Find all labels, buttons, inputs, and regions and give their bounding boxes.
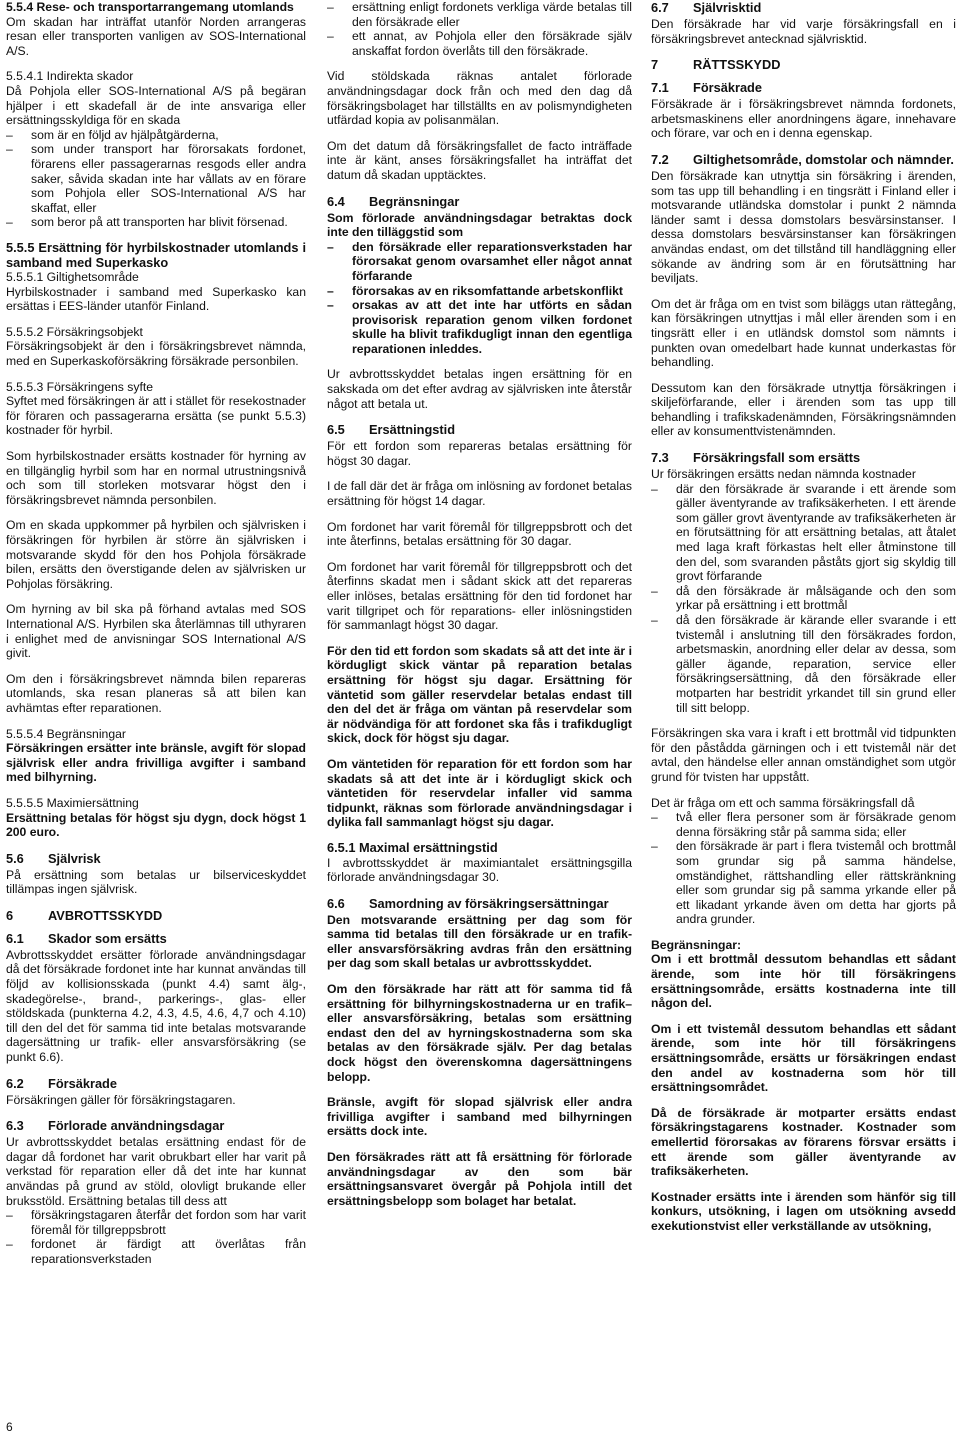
heading-5-5-4: 5.5.4 Rese- och transportarrangemang utomlands	[6, 0, 294, 14]
heading-6-5-1: 6.5.1 Maximal ersättningstid	[327, 839, 498, 855]
dash-list	[651, 810, 956, 927]
paragraph: Om fordonet har varit föremål för tillgreppsbrott och det inte återfinns, betalas ersättning för 30 dagar.	[327, 519, 632, 549]
paragraph: Då Pohjola eller SOS-International A/S på begäran hjälper i ett skadefall är de inte ansvariga eller ersättningsskyldiga för en skada	[6, 83, 306, 128]
heading-6-7	[651, 0, 956, 15]
heading-6-6	[327, 896, 632, 911]
paragraph: För ett fordon som repareras betalas ersättning för högst 30 dagar.	[327, 439, 632, 468]
paragraph: Försäkringsobjekt är den i försäkringsbrevet nämnda, med en Superkaskoförsäkring försäkrade personbilen.	[6, 339, 306, 369]
paragraph: Som förlorade användningsdagar betraktas dock inte den tilläggstid som	[327, 210, 632, 240]
paragraph: Då de försäkrade är motparter ersätts endast försäkringstagarens kostnader. Kostnader som emellertid förorsakas av förarens försvar ersätts i ett ärende som gäller äventyrande av trafiksäkerheten.	[651, 1105, 956, 1179]
paragraph: Den försäkrades rätt att få ersättning för förlorade användningsdagar av den som bär ersättningsansvaret övergår på Pohjola intill det ersättningsbelopp som bolaget har betalat.	[327, 1150, 632, 1208]
section-number: 6	[6, 907, 14, 923]
paragraph: Den försäkrade kan utnyttja sin försäkring i ärenden, som tas upp till behandling i en tingsrätt i Finland eller i motsvarande utländska domstolar i punkt 2 nämnda länder samt i dessa domstolars besvärsinstanser. I dessa domstolars besvärsinstanser kan försäkringen användas endast, om det tillstånd till handläggning eller sökande av ändring som är en förutsättning har beviljats.	[651, 168, 956, 286]
section-number: 7	[651, 57, 659, 73]
list-item: – som beror på att transporten har blivit försenad.	[6, 215, 306, 230]
paragraph: Den motsvarande ersättning per dag som för samma tid betalas till den försäkrade ur en trafik- eller ansvarsförsäkring avdras från den ersättning per dag som skall betalas ur avbrottsskyddet.	[327, 912, 632, 971]
paragraph: Försäkringen ersätter inte bränsle, avgift för slopad självrisk eller andra frivilliga avgifter i samband med bilhyrning.	[6, 741, 306, 785]
section-number: 7.1	[651, 80, 669, 96]
section-number: 7.2	[651, 151, 669, 167]
paragraph: Om i ett brottmål dessutom behandlas ett sådant ärende, som inte hör till försäkringens ersättningsområde, ersätts kostnaderna inte till någon del.	[651, 952, 956, 1011]
list-item: – förorsakas av en riksomfattande arbetskonflikt	[327, 284, 632, 299]
paragraph: Om väntetiden för reparation för ett fordon som har skadats så att det inte är i kördugligt skick och väntetiden för reservdelar infaller vid samma tidpunkt, räknas som förlorade användningsdagar i dylika fall sammanlagt högst sju dagar.	[327, 756, 632, 830]
section-title: RÄTTSSKYDD	[693, 57, 781, 73]
list-item: – ett annat, av Pohjola eller den försäkrade själv anskaffat fordon överlåts till den försäkrade.	[327, 29, 632, 58]
paragraph: För den tid ett fordon som skadats så att det inte är i kördugligt skick väntar på reparation betalas ersättning för högst sju dagar. Ersättning för väntetid som gäller reservdelar betalas endast till den del det är fråga om väntan på reservdelar som är nödvändiga för att fordonet ska fås i trafikdugligt skick, dock för högst sju dagar.	[327, 643, 632, 746]
section-title: Försäkrade	[48, 1075, 117, 1091]
heading-7-2	[651, 152, 956, 167]
section-title: Begränsningar	[369, 193, 460, 209]
section-title: Ersättningstid	[369, 422, 456, 438]
list-item: – där den försäkrade är svarande i ett ärende som gäller äventyrande av trafiksäkerheten. I ett ärende som gäller grovt äventyrande av trafiksäkerheten är en förutsättning för att ersättning betalas, att åtalet med laga kraft förkastas helt eller åtminstone till den del, som svaranden påståts gjort sig skyldig till grovt förfarande	[651, 482, 956, 584]
paragraph: I avbrottsskyddet är maximiantalet ersättningsgilla förlorade användningsdagar 30.	[327, 855, 632, 885]
paragraph: Om den i försäkringsbrevet nämnda bilen repareras utomlands, ska resan planeras så att bilen kan avhämtas efter reparationen.	[6, 671, 306, 715]
list-item: – försäkringstagaren återfår det fordon som har varit föremål för tillgreppsbrott	[6, 1208, 306, 1237]
dash-list	[6, 128, 306, 230]
paragraph: Den försäkrade har vid varje försäkringsfall en i försäkringsbrevet antecknad självrisktid.	[651, 17, 956, 46]
paragraph: Om skadan har inträffat utanför Norden arrangeras resan eller transporten vanligen av SOS-International A/S.	[6, 14, 306, 58]
section-title: Förlorade användningsdagar	[48, 1118, 225, 1134]
paragraph: Som hyrbilskostnader ersätts kostnader för hyrning av en tillgänglig hyrbil som har en normal utrustningsnivå och som till storleken motsvarar högst den i försäkringsbrevet nämnda personbilen.	[6, 449, 306, 507]
paragraph: Bränsle, avgift för slopad självrisk eller andra frivilliga avgifter i samband med bilhyrningen ersätts dock inte.	[327, 1095, 632, 1139]
column-right	[651, 0, 956, 1245]
list-item: – som under transport har förorsakats fordonet, förarens eller passagerarnas resgods eller andra saker, såvida skadan inte har vållats av en förare som Pohjola eller SOS-International A/S har skaffat, eller	[6, 142, 306, 215]
section-title: Skador som ersätts	[48, 930, 167, 946]
section-number: 5.6	[6, 850, 24, 866]
paragraph: Ur avbrottsskyddet betalas ersättning endast för de dagar då fordonet har varit obrukbart eller har varit på verkstad för reparation eller då det inte har kunnat användas på grund av stöld, olovligt brukande eller bruksstöld. Ersättning betalas till dess att	[6, 1135, 306, 1208]
paragraph: I de fall där det är fråga om inlösning av fordonet betalas ersättning för högst 14 dagar.	[327, 479, 632, 509]
column-left	[6, 0, 306, 1278]
list-item: – då den försäkrade är kärande eller svarande i ett tvistemål i anslutning till den försäkrades fordon, arbetsmaskin, anordning eller delar av dessa, som gäller ägande, reparation, service eller försäkringsersättning, då den försäkrade eller motparten har bestridit yrkandet till sin grund eller till sitt belopp.	[651, 613, 956, 715]
list-item: – två eller flera personer som är försäkrade genom denna försäkring står på samma sida; eller	[651, 810, 956, 839]
limitations-heading: Begränsningar:	[651, 937, 742, 952]
paragraph: Ersättning betalas för högst sju dygn, dock högst 1 200 euro.	[6, 810, 306, 840]
section-number: 6.6	[327, 895, 345, 911]
section-title: AVBROTTSSKYDD	[48, 907, 163, 923]
section-number: 6.2	[6, 1075, 24, 1091]
paragraph: Om det är fråga om en tvist som biläggs utan rättegång, kan försäkringen utnyttjas i mål eller ärenden som i en tingsrätt eller i en utländsk domstol som nämnts i punkten ovan omedelbart hade kunnat underkastas för behandling.	[651, 296, 956, 370]
paragraph: Försäkringen gäller för försäkringstagaren.	[6, 1092, 236, 1107]
paragraph: Om i ett tvistemål dessutom behandlas ett sådant ärende, som inte hör till försäkringens ersättningsområde, ersätts ur försäkringen endast den andel av kostnaderna som hör till ersättningsområdet.	[651, 1021, 956, 1095]
heading-6-3	[6, 1118, 306, 1133]
list-item: – ersättning enligt fordonets verkliga värde betalas till den försäkrade eller	[327, 0, 632, 29]
section-title: Självrisktid	[693, 0, 762, 15]
paragraph: Ur försäkringen ersätts nedan nämnda kostnader	[651, 467, 916, 482]
paragraph: Försäkrade är i försäkringsbrevet nämnda fordonets, arbetsmaskinens eller anordningens ägare, innehavare och förare, var och en i denna egenskap.	[651, 97, 956, 141]
section-title: Självrisk	[48, 850, 101, 866]
heading-6-5	[327, 422, 632, 437]
list-item: – fordonet är färdigt att överlåtas från reparationsverkstaden	[6, 1237, 306, 1266]
section-number: 6.1	[6, 930, 24, 946]
dash-list	[651, 482, 956, 716]
section-title: Försäkringsfall som ersätts	[693, 450, 861, 466]
heading-5-6	[6, 851, 306, 866]
paragraph: Om hyrning av bil ska på förhand avtalas med SOS International A/S. Hyrbilen ska återlämnas till uthyraren i enlighet med de anvisningar SOS International A/S givit.	[6, 602, 306, 661]
paragraph: Dessutom kan den försäkrade utnyttja försäkringen i skiljeförfarande, eller i ärenden som tas upp till behandling i trafikskadenämnden, Försäkringsnämnden eller av konsumenttvistenämnden.	[651, 380, 956, 439]
page-number: 6	[6, 1420, 13, 1434]
paragraph: Vid stöldskada räknas antalet förlorade användningsdagar dock från och med den dag då försäkringsbolaget har tillställts en av polismyndigheten utfärdad kopia av polisanmälan.	[327, 69, 632, 128]
paragraph: På ersättning som betalas ur bilserviceskyddet tillämpas ingen självrisk.	[6, 867, 306, 897]
paragraph: Om den försäkrade har rätt att för samma tid få ersättning för bilhyrningskostnaderna ur en trafik– eller ansvarsförsäkring, betalas som ersättning endast den del av hyrningskostnaderna som ska betalas av den försäkrade själv. Per dag betalas dock högst den överenskomna dagersättningens belopp.	[327, 982, 632, 1084]
section-number: 6.4	[327, 193, 345, 209]
heading-7-1	[651, 80, 956, 95]
section-number: 7.3	[651, 450, 669, 466]
section-title: Försäkrade	[693, 80, 762, 96]
section-number: 6.7	[651, 0, 669, 15]
section-number: 6.3	[6, 1118, 24, 1134]
section-number: 6.5	[327, 422, 345, 438]
paragraph: Om en skada uppkommer på hyrbilen och självrisken i försäkringen för hyrbilen är större än självrisken i motsvarande skydd för den hos Pohjola försäkrade bilen, ersätts den överstigande delen av självrisken ur Pohjolas försäkring.	[6, 518, 306, 591]
heading-5-5-5-2: 5.5.5.2 Försäkringsobjekt	[6, 324, 143, 339]
heading-7-3	[651, 450, 956, 465]
paragraph: Hyrbilskostnader i samband med Superkasko kan ersättas i EES-länder utanför Finland.	[6, 284, 306, 314]
heading-6	[6, 908, 306, 923]
list-item: – den försäkrade är part i flera tvistemål och brottmål som grundar sig på samma händelse, omständighet, rättshandling eller rättskränkning eller som grundar sig på samma yrkande eller på ett likadant yrkande även om detta har gjorts på andra grunder.	[651, 839, 956, 927]
dash-list	[327, 240, 632, 357]
heading-7	[651, 57, 956, 72]
heading-6-1	[6, 931, 306, 946]
list-item: – som är en följd av hjälpåtgärderna,	[6, 128, 306, 143]
section-title: Samordning av försäkringsersättningar	[369, 895, 609, 911]
paragraph: Försäkringen ska vara i kraft i ett brottmål vid tidpunkten för den påstådda gärningen och i ett tvistemål när det avtal, den händelse eller annan omständighet som utgör grund för tvisten har uppstått.	[651, 726, 956, 784]
paragraph: Det är fråga om ett och samma försäkringsfall då	[651, 795, 915, 810]
heading-5-5-5-3: 5.5.5.3 Försäkringens syfte	[6, 379, 153, 394]
section-title: Giltighetsområde, domstolar och nämnder.	[693, 151, 954, 167]
paragraph: Om det datum då försäkringsfallet de facto inträffade inte är känt, anses försäkringsfallet ha inträffat det datum då skadan upptäcktes.	[327, 138, 632, 182]
list-item: – då den försäkrade är målsägande och den som yrkar på ersättning i ett brottmål	[651, 584, 956, 613]
paragraph: Ur avbrottsskyddet betalas ingen ersättning för en sakskada om det efter avdrag av självrisken inte återstår något att betala ut.	[327, 367, 632, 411]
list-item: – orsakas av att det inte har utförts en sådan provisorisk reparation genom vilken fordonet skulle ha blivit trafikdugligt innan den egentliga reparationen inleddes.	[327, 298, 632, 356]
dash-list	[6, 1208, 306, 1266]
dash-list	[327, 0, 632, 58]
column-middle	[327, 0, 632, 1219]
paragraph: Syftet med försäkringen är att i stället för resekostnader för föraren och passagerarna ersätta (se punkt 5.5.3) kostnader för hyrbil.	[6, 394, 306, 438]
heading-5-5-5: 5.5.5 Ersättning för hyrbilskostnader utomlands i samband med Superkasko	[6, 239, 306, 270]
heading-5-5-5-1: 5.5.5.1 Giltighetsområde	[6, 270, 139, 285]
heading-5-5-4-1: 5.5.4.1 Indirekta skador	[6, 69, 134, 84]
heading-5-5-5-5: 5.5.5.5 Maximiersättning	[6, 795, 139, 810]
paragraph: Kostnader ersätts inte i ärenden som hänför sig till konkurs, utsökning, i lagen om utsökning avsedd exekutionstvist eller verkställande av utsökning,	[651, 1189, 956, 1233]
heading-6-2	[6, 1076, 306, 1091]
paragraph: Om fordonet har varit föremål för tillgreppsbrott och det återfinns skadat men i sådant skick att det repareras eller inlöses, betalas ersättning för den tid fordonet har varit tillgripet och för reparations- eller inlösningstiden för sammanlagt högst 30 dagar.	[327, 559, 632, 633]
paragraph: Avbrottsskyddet ersätter förlorade användningsdagar då det försäkrade fordonet inte har kunnat användas till följd av kollisionsskada (punkt 4.4) samt älg-, skadegörelse-, brand-, parkerings-, glas- eller stöldskada (punkterna 4.2, 4.3, 4.5, 4.6, 4,7 och 4.10) till den del det för samma tid inte betalas motsvarande dagersättning ur trafik- eller ansvarsförsäkring (se punkt 6.6).	[6, 947, 306, 1065]
heading-6-4	[327, 194, 632, 209]
list-item: – den försäkrade eller reparationsverkstaden har förorsakat genom ovarsamhet eller något annat förfarande	[327, 240, 632, 284]
heading-5-5-5-4: 5.5.5.4 Begränsningar	[6, 726, 126, 741]
